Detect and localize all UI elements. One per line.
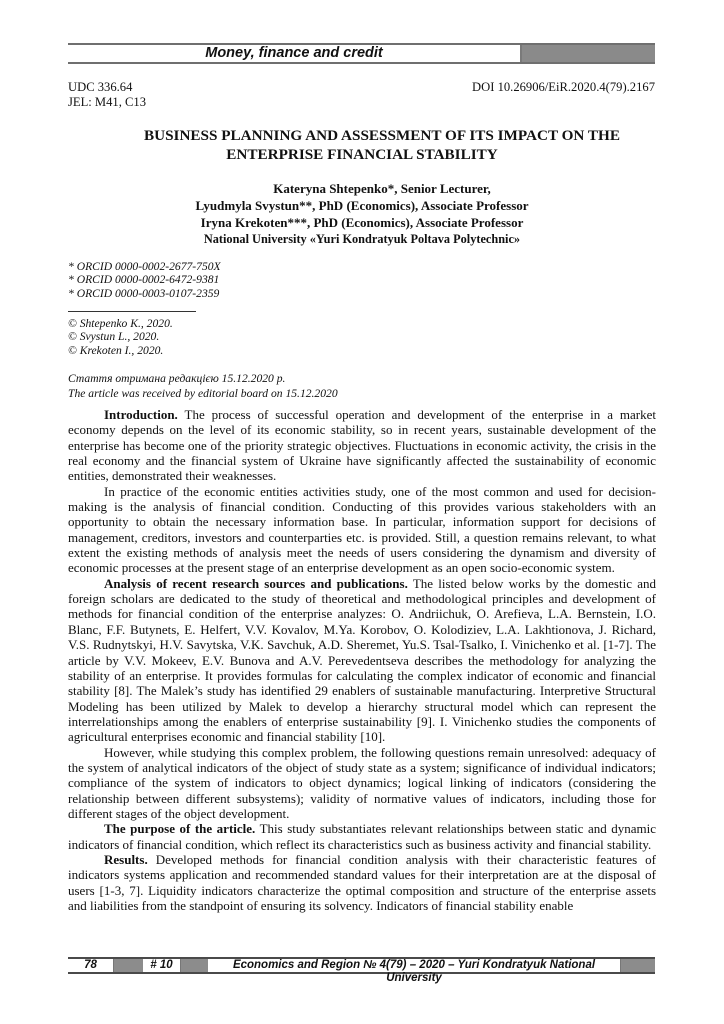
jel-code: JEL: M41, C13 (68, 95, 147, 109)
copyright-list (68, 317, 173, 357)
udc-code: UDC 336.64 (68, 80, 133, 94)
journal-info: Economics and Region № 4(79) – 2020 – Yuri Kondratyuk National University (232, 959, 596, 984)
paragraph-results (68, 852, 656, 913)
issue-number: # 10 (150, 959, 173, 971)
author-1: Kateryna Shtepenko*, Senior Lecturer, (273, 181, 491, 196)
footnote-separator (68, 311, 196, 312)
footer-gray-block (180, 959, 208, 972)
paragraph-text: Developed methods for financial condition analysis with their characteristic features of indicators systems application and recommended standard values for their interpretation are at the disposal of users [1-3, 7]. Liquidity indicators characterize the optimal composition and structure of the enterprise assets and liabilities from the standpoint of ensuring its solvency. Indicators of financial stability enable (68, 851, 656, 913)
received-note (68, 372, 338, 401)
paragraph-heading: The purpose of the article. (104, 821, 256, 837)
copyright-2: © Svystun L., 2020. (68, 330, 160, 344)
paragraph-text: The process of successful operation and development of the enterprise in a market economy depends on the level of its economic stability, so in recent years, sustainable development of the enterprise has become one of the priority strategic objectives. Fluctuations in economic activity, the crisis in the real economy and the financial system of Ukraine have significantly affected the sustainability of economic entities, demonstrated their weaknesses. (68, 407, 656, 484)
orcid-2: * ORCID 0000-0002-6472-9381 (68, 273, 220, 287)
classification-codes (68, 80, 146, 110)
paragraph-text: This study substantiates relevant relationships between static and dynamic indicators of financial condition, which reflect its characteristics such as business activity and financial stability. (68, 821, 656, 852)
page-number: 78 (84, 959, 97, 971)
copyright-3: © Krekoten I., 2020. (68, 343, 164, 357)
running-footer (68, 957, 655, 984)
doi: DOI 10.26906/EiR.2020.4(79).2167 (472, 80, 655, 94)
paper-title-line-1: BUSINESS PLANNING AND ASSESSMENT OF ITS IMPACT ON THE (143, 127, 620, 144)
paragraph-text: In practice of the economic entities activities study, one of the most common and used for decision-making is the analysis of financial condition. Conducting of this provides various stakeholders with an opportunity to obtain the necessary information base. In particular, information support for decisions of management, creditors, investors and counterparties etc. is provided. Still, a question remains relevant, to what extent the existing methods of analysis meet the needs of users considering the dynamism and diversity of economic processes at the present stage of an enterprise development as an open socio-economic system. (68, 483, 656, 576)
paragraph-heading: Analysis of recent research sources and publications. (104, 575, 408, 591)
footer-gray-block (620, 959, 655, 972)
paragraph-purpose (68, 821, 656, 852)
affiliation: National University «Yuri Kondratyuk Poltava Polytechnic» (203, 232, 521, 246)
header-gray-block (520, 45, 655, 62)
paragraph-heading: Results. (104, 851, 148, 867)
author-block (68, 180, 656, 248)
footer-gray-block (113, 959, 143, 972)
paragraph-text: However, while studying this complex problem, the following questions remain unresolved: adequacy of the system of analytical indicators of the object of study state as a system; significance of individual indicators; compliance of the system of indicators to object dynamics; logical linking of indicators (considering the relationship between different subsystems); validity of normative values of indicators, including those for different stages of the object development. (68, 744, 656, 821)
paper-title-line-2: ENTERPRISE FINANCIAL STABILITY (226, 146, 498, 163)
paragraph-financial-analysis (68, 484, 656, 576)
orcid-list (68, 260, 221, 300)
running-header (68, 43, 655, 64)
section-title: Money, finance and credit (205, 45, 383, 61)
paragraph-text: The listed below works by the domestic and foreign scholars are dedicated to the study of theoretical and methodological principles and development of methods for financial condition of the enterprise analyzes: O. Andriichuk, O. Arefieva, L.A. Bernstein, I.O. Blanc, F.F. Butynets, E. Helfert, V.V. Kovalov, M.Ya. Korobov, O. Kolodiziev, L.A. Lakhtionova, J. Richard, V.S. Rudnytskyi, H.V. Savytska, V.K. Savchuk, A.D. Sheremet, Yu.S. Tsal-Tsalko, I. Vinichenko et al. [1-7]. The article by V.V. Mokeev, E.V. Bunova and A.V. Perevedentseva describes the methodology for analyzing the stability of an enterprise. It provides formulas for calculating the complex indicator of economic and financial stability [8]. The Malek’s study has identified 29 enablers of sustainable manufacturing. Interpretive Structural Modeling has been utilized by Malek to develop a hierarchy structural model which can represent the interrelationships among the enablers of enterprise sustainability [9]. I. Vinichenko studies the components of agricultural enterprises economic and financial stability [10]. (68, 575, 656, 745)
paragraph-unresolved-questions (68, 745, 656, 822)
copyright-1: © Shtepenko K., 2020. (68, 317, 173, 330)
article-body (68, 407, 656, 913)
author-2: Lyudmyla Svystun**, PhD (Economics), Associate Professor (195, 198, 529, 213)
paper-title (68, 126, 656, 164)
received-ukrainian: Стаття отримана редакцією 15.12.2020 р. (68, 372, 286, 385)
orcid-1: * ORCID 0000-0002-2677-750X (68, 260, 221, 273)
paragraph-heading: Introduction. (104, 407, 178, 422)
paragraph-introduction (68, 407, 656, 484)
author-3: Iryna Krekoten***, PhD (Economics), Associate Professor (200, 215, 524, 230)
paragraph-literature-review (68, 576, 656, 745)
received-english: The article was received by editorial board on 15.12.2020 (68, 386, 338, 400)
orcid-3: * ORCID 0000-0003-0107-2359 (68, 286, 220, 300)
